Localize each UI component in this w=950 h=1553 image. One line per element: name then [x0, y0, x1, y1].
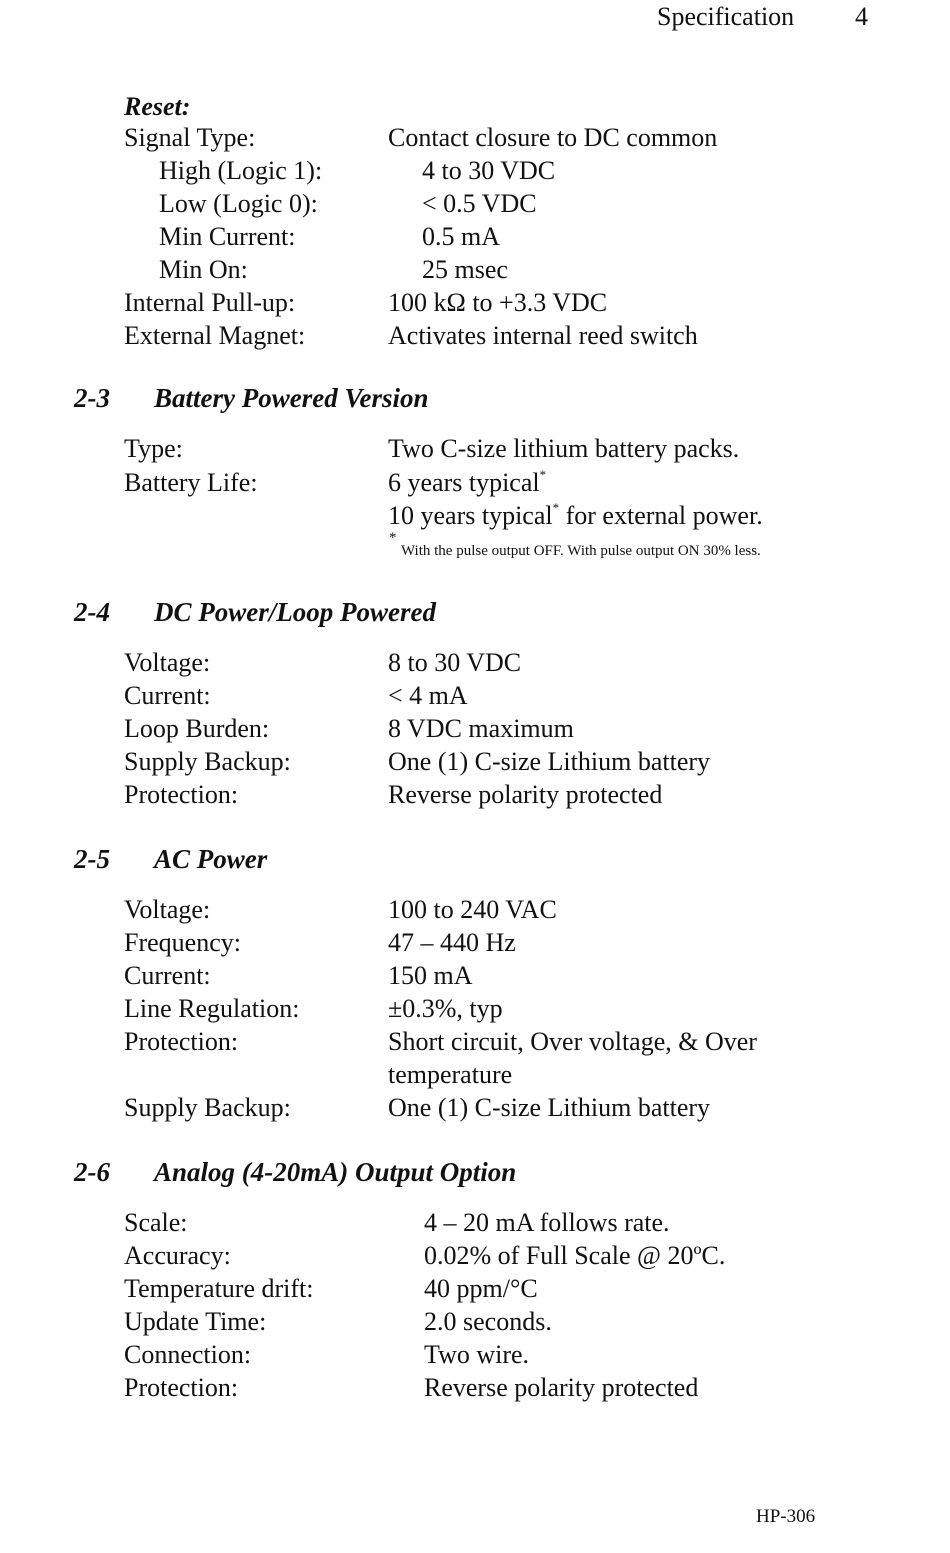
spec-label: Line Regulation:: [124, 994, 300, 1023]
spec-value: < 4 mA: [388, 681, 468, 710]
spec-label: Supply Backup:: [124, 1093, 291, 1122]
spec-label: Current:: [124, 961, 211, 990]
spec-value: 0.5 mA: [422, 222, 500, 251]
spec-value: Contact closure to DC common: [388, 123, 718, 152]
spec-label: Temperature drift:: [124, 1274, 314, 1303]
spec-value: Activates internal reed switch: [388, 321, 698, 350]
section-title: Battery Powered Version: [154, 383, 429, 413]
header-section-title: Specification: [657, 2, 795, 31]
spec-label: High (Logic 1):: [159, 156, 323, 185]
spec-label: Update Time:: [124, 1307, 267, 1336]
spec-label: Loop Burden:: [124, 714, 270, 743]
spec-label: Min On:: [159, 255, 248, 284]
spec-value: temperature: [388, 1060, 513, 1089]
spec-value: One (1) C-size Lithium battery: [388, 1093, 711, 1122]
spec-label: Signal Type:: [124, 123, 256, 152]
spec-value: 25 msec: [422, 255, 508, 284]
spec-label: Scale:: [124, 1208, 188, 1237]
reset-heading: Reset:: [124, 92, 191, 121]
section-title: AC Power: [154, 844, 268, 874]
section-number: 2-4: [74, 597, 110, 627]
spec-label: Connection:: [124, 1340, 252, 1369]
spec-label: Battery Life:: [124, 468, 258, 497]
spec-value: 100 to 240 VAC: [388, 895, 557, 924]
spec-label: Frequency:: [124, 928, 241, 957]
spec-label: Current:: [124, 681, 211, 710]
spec-value: Reverse polarity protected: [424, 1373, 699, 1402]
spec-label: Accuracy:: [124, 1241, 231, 1270]
section-title: Analog (4-20mA) Output Option: [154, 1157, 517, 1187]
spec-value-text: 10 years typical: [388, 501, 553, 530]
spec-label: Internal Pull-up:: [124, 288, 296, 317]
spec-value: Two C-size lithium battery packs.: [388, 434, 740, 463]
spec-value: 40 ppm/°C: [424, 1274, 538, 1303]
spec-label: Voltage:: [124, 895, 211, 924]
section-title: DC Power/Loop Powered: [154, 597, 436, 627]
spec-value: 150 mA: [388, 961, 473, 990]
footnote-marker: *: [552, 500, 560, 515]
section-number: 2-6: [74, 1157, 110, 1187]
spec-value: 2.0 seconds.: [424, 1307, 552, 1336]
page-number: 4: [855, 2, 868, 31]
spec-value: 4 – 20 mA follows rate.: [424, 1208, 670, 1237]
footnote-text: With the pulse output OFF. With pulse output ON 30% less.: [401, 543, 761, 559]
spec-value-text: for external power.: [559, 501, 763, 530]
spec-value: Reverse polarity protected: [388, 780, 663, 809]
footnote-marker: *: [539, 467, 547, 482]
spec-value: One (1) C-size Lithium battery: [388, 747, 711, 776]
section-number: 2-3: [74, 383, 110, 413]
spec-value: 4 to 30 VDC: [422, 156, 556, 185]
spec-value: 100 kΩ to +3.3 VDC: [388, 288, 608, 317]
spec-label: Low (Logic 0):: [159, 189, 318, 218]
spec-value: Short circuit, Over voltage, & Over: [388, 1027, 757, 1056]
spec-value: [388, 499, 763, 536]
spec-value: Two wire.: [424, 1340, 530, 1369]
spec-label: Type:: [124, 434, 183, 463]
spec-label: Min Current:: [159, 222, 296, 251]
spec-value: 8 VDC maximum: [388, 714, 574, 743]
spec-label: Supply Backup:: [124, 747, 291, 776]
footnote-marker: *: [389, 530, 397, 546]
spec-label: Protection:: [124, 1027, 239, 1056]
spec-value: [388, 466, 546, 503]
spec-label: Protection:: [124, 780, 239, 809]
spec-value: 8 to 30 VDC: [388, 648, 522, 677]
document-id: HP-306: [756, 1506, 816, 1527]
spec-value: 47 – 440 Hz: [388, 928, 516, 957]
spec-label: External Magnet:: [124, 321, 306, 350]
spec-value: ±0.3%, typ: [388, 994, 503, 1023]
spec-value-text: 6 years typical: [388, 468, 540, 497]
spec-label: Voltage:: [124, 648, 211, 677]
section-number: 2-5: [74, 844, 110, 874]
spec-value: 0.02% of Full Scale @ 20ºC.: [424, 1241, 726, 1270]
spec-value: < 0.5 VDC: [422, 189, 537, 218]
spec-label: Protection:: [124, 1373, 239, 1402]
